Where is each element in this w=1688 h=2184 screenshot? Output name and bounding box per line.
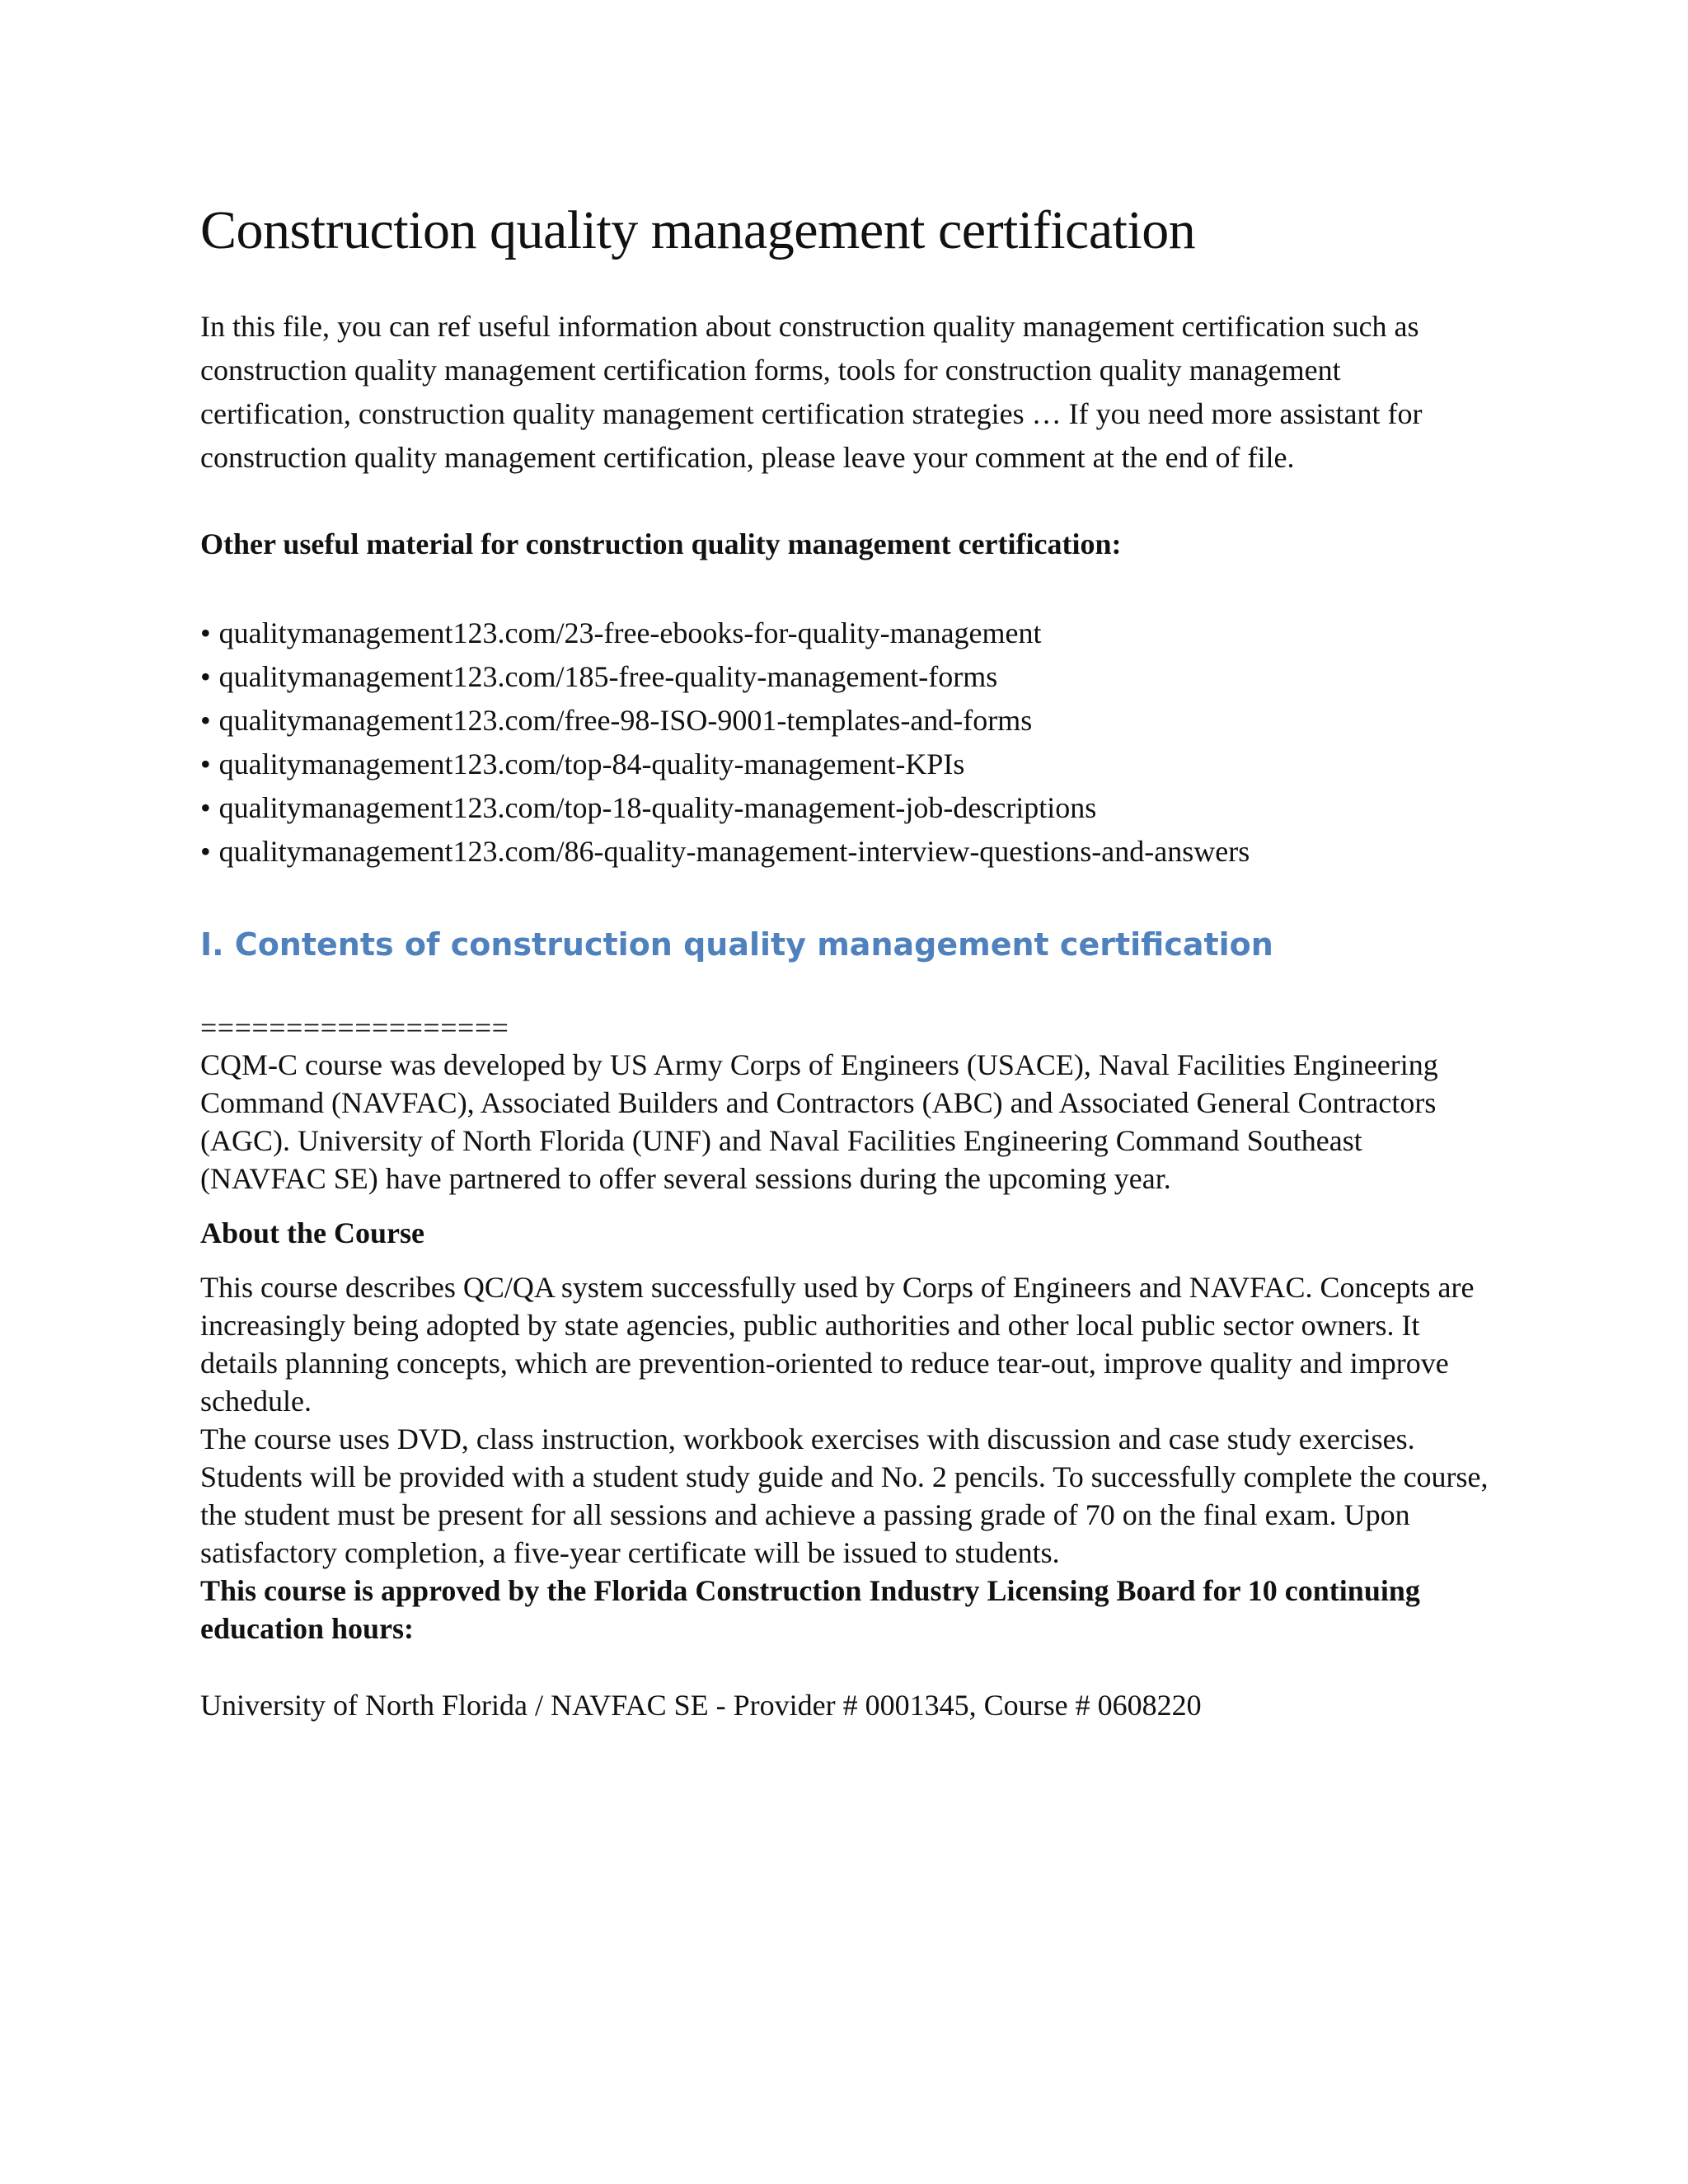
resource-link-text[interactable]: qualitymanagement123.com/top-18-quality-management-job-descriptions	[218, 791, 1097, 824]
provider-line: University of North Florida / NAVFAC SE - Provider # 0001345, Course # 0608220	[200, 1689, 1202, 1722]
bullet-icon: •	[200, 748, 211, 780]
document-title: Construction quality management certification	[200, 200, 1196, 260]
resource-link-text[interactable]: qualitymanagement123.com/top-84-quality-management-KPIs	[218, 748, 965, 780]
document-page	[200, 198, 1503, 1724]
course-intro-paragraph: CQM-C course was developed by US Army Corps of Engineers (USACE), Naval Facilities Engineering Command (NAVFAC), Associated Builders and Contractors (ABC) and Associated General Contractors (AGC). University of North Florida (UNF) and Naval Facilities Engineering Command Southeast (NAVFAC SE) have partnered to offer several sessions during the upcoming year.	[200, 1048, 1438, 1195]
resource-link-list	[200, 612, 1503, 874]
resource-link-item[interactable]	[200, 830, 1503, 874]
resource-link-text[interactable]: qualitymanagement123.com/free-98-ISO-9001-templates-and-forms	[218, 704, 1033, 737]
bullet-icon: •	[200, 704, 211, 737]
resource-link-text[interactable]: qualitymanagement123.com/185-free-quality-management-forms	[218, 660, 998, 693]
resource-link-item[interactable]	[200, 655, 1503, 699]
about-paragraph-1: This course describes QC/QA system successfully used by Corps of Engineers and NAVFAC. Concepts are increasingly being adopted by state agencies, public authorities and other local public sector owners. It details planning concepts, which are prevention-oriented to reduce tear-out, improve quality and improve schedule.	[200, 1271, 1475, 1418]
resource-link-item[interactable]	[200, 786, 1503, 830]
text-divider: ==================	[200, 1011, 509, 1044]
about-course-heading: About the Course	[200, 1216, 425, 1249]
approval-statement: This course is approved by the Florida Construction Industry Licensing Board for 10 continuing education hours:	[200, 1574, 1420, 1645]
bullet-icon: •	[200, 616, 211, 649]
resource-link-text[interactable]: qualitymanagement123.com/23-free-ebooks-for-quality-management	[218, 616, 1042, 649]
resource-link-item[interactable]	[200, 699, 1503, 743]
resource-link-item[interactable]	[200, 743, 1503, 786]
about-paragraph-2: The course uses DVD, class instruction, workbook exercises with discussion and case study exercises. Students will be provided with a student study guide and No. 2 pencils. To successfully complete the course, the student must be present for all sessions and achieve a passing grade of 70 on the final exam. Upon satisfactory completion, a five-year certificate will be issued to students.	[200, 1422, 1489, 1569]
resource-link-item[interactable]	[200, 612, 1503, 655]
other-material-heading: Other useful material for construction quality management certification:	[200, 527, 1122, 560]
bullet-icon: •	[200, 835, 211, 868]
section-heading-contents: I. Contents of construction quality management certification	[200, 926, 1273, 963]
bullet-icon: •	[200, 660, 211, 693]
intro-paragraph: In this file, you can ref useful information about construction quality management certification such as construction quality management certification forms, tools for construction quality management certification, construction quality management certification strategies … If you need more assistant for construction quality management certification, please leave your comment at the end of file.	[200, 310, 1423, 474]
bullet-icon: •	[200, 791, 211, 824]
resource-link-text[interactable]: qualitymanagement123.com/86-quality-management-interview-questions-and-answers	[218, 835, 1250, 868]
